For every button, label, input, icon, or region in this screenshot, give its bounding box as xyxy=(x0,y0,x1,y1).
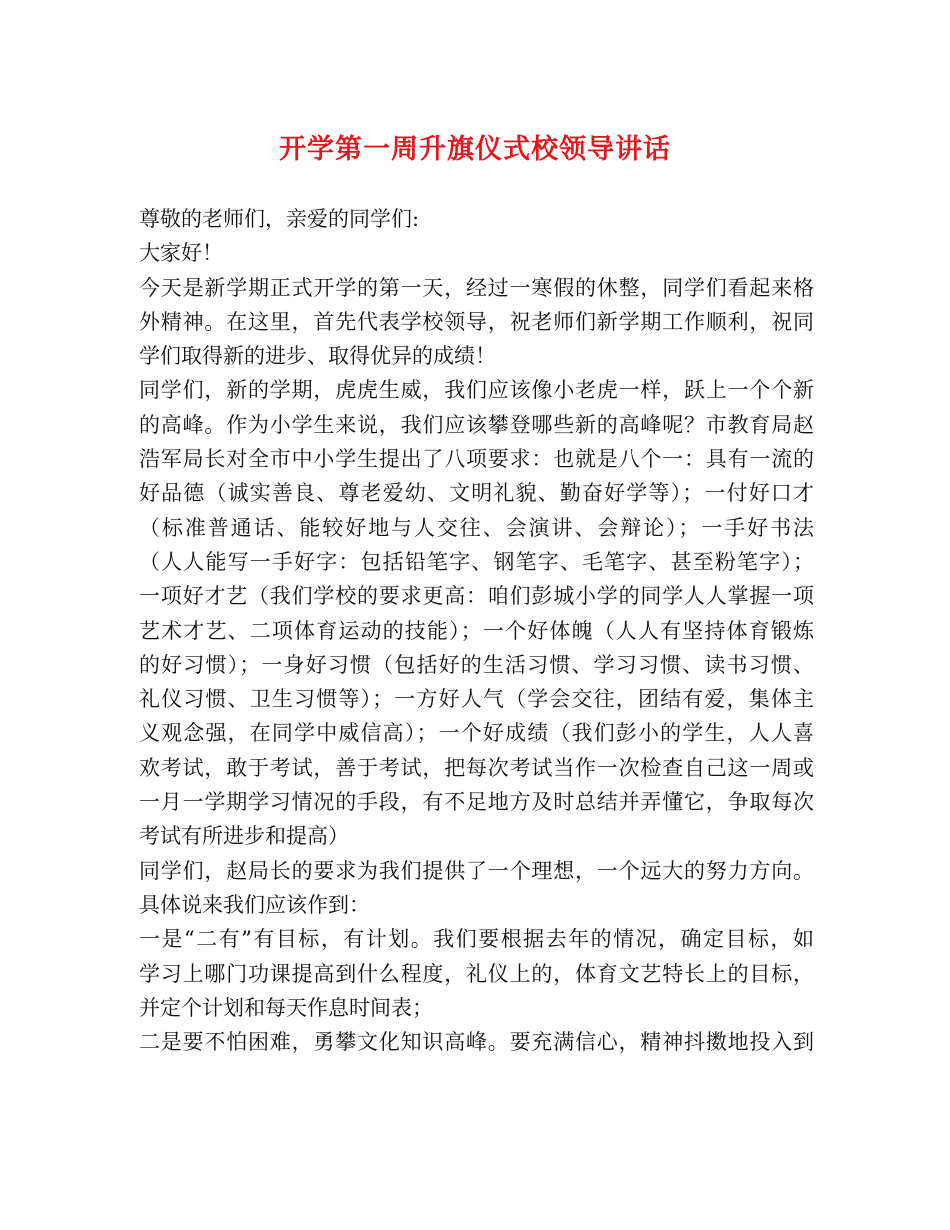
text-line: 一月一学期学习情况的手段，有不足地方及时总结并弄懂它，争取每次 xyxy=(139,790,814,815)
text-line: 学们取得新的进步、取得优异的成绩！ xyxy=(139,344,496,369)
text-line: 同学们，赵局长的要求为我们提供了一个理想，一个远大的努力方向。 xyxy=(139,858,814,883)
text-line: 浩军局长对全市中小学生提出了八项要求：也就是八个一：具有一流的 xyxy=(139,447,814,472)
text-line: 的好习惯）；一身好习惯（包括好的生活习惯、学习习惯、读书习惯、 xyxy=(139,652,814,677)
text-line: 义观念强，在同学中威信高）；一个好成绩（我们彭小的学生，人人喜 xyxy=(139,721,814,746)
text-line: 同学们，新的学期，虎虎生威，我们应该像小老虎一样，跃上一个个新 xyxy=(139,378,814,403)
text-line: 考试有所进步和提高） xyxy=(139,824,349,849)
text-line: 二是要不怕困难，勇攀文化知识高峰。要充满信心，精神抖擞地投入到 xyxy=(139,1030,814,1055)
text-line: 具体说来我们应该作到： xyxy=(139,892,370,917)
text-line: 学习上哪门功课提高到什么程度，礼仪上的，体育文艺特长上的目标， xyxy=(139,961,814,986)
text-line: 艺术才艺、二项体育运动的技能）；一个好体魄（人人有坚持体育锻炼 xyxy=(139,618,814,643)
text-line: 好品德（诚实善良、尊老爱幼、文明礼貌、勤奋好学等）；一付好口才 xyxy=(139,481,814,506)
document-body xyxy=(139,202,814,1059)
text-line: 今天是新学期正式开学的第一天，经过一寒假的休整，同学们看起来格 xyxy=(139,275,814,300)
text-line: （标准普通话、能较好地与人交往、会演讲、会辩论）；一手好书法 xyxy=(139,515,814,540)
text-line: 欢考试，敢于考试，善于考试，把每次考试当作一次检查自己这一周或 xyxy=(139,755,814,780)
text-line: 并定个计划和每天作息时间表； xyxy=(139,995,433,1020)
text-line: 尊敬的老师们，亲爱的同学们: xyxy=(139,207,420,231)
text-line: 一项好才艺（我们学校的要求更高：咱们彭城小学的同学人人掌握一项 xyxy=(139,584,814,609)
text-line: 礼仪习惯、卫生习惯等）；一方好人气（学会交往，团结有爱，集体主 xyxy=(139,687,814,712)
text-line: 大家好！ xyxy=(139,241,223,266)
text-line: （人人能写一手好字：包括铅笔字、钢笔字、毛笔字、甚至粉笔字）； xyxy=(139,549,814,574)
text-line: 外精神。在这里，首先代表学校领导，祝老师们新学期工作顺利，祝同 xyxy=(139,309,814,334)
text-line: 一是“二有”有目标，有计划。我们要根据去年的情况，确定目标，如 xyxy=(139,927,814,952)
text-line: 的高峰。作为小学生来说，我们应该攀登哪些新的高峰呢？市教育局赵 xyxy=(139,412,814,437)
document-title: 开学第一周升旗仪式校领导讲话 xyxy=(279,134,671,165)
